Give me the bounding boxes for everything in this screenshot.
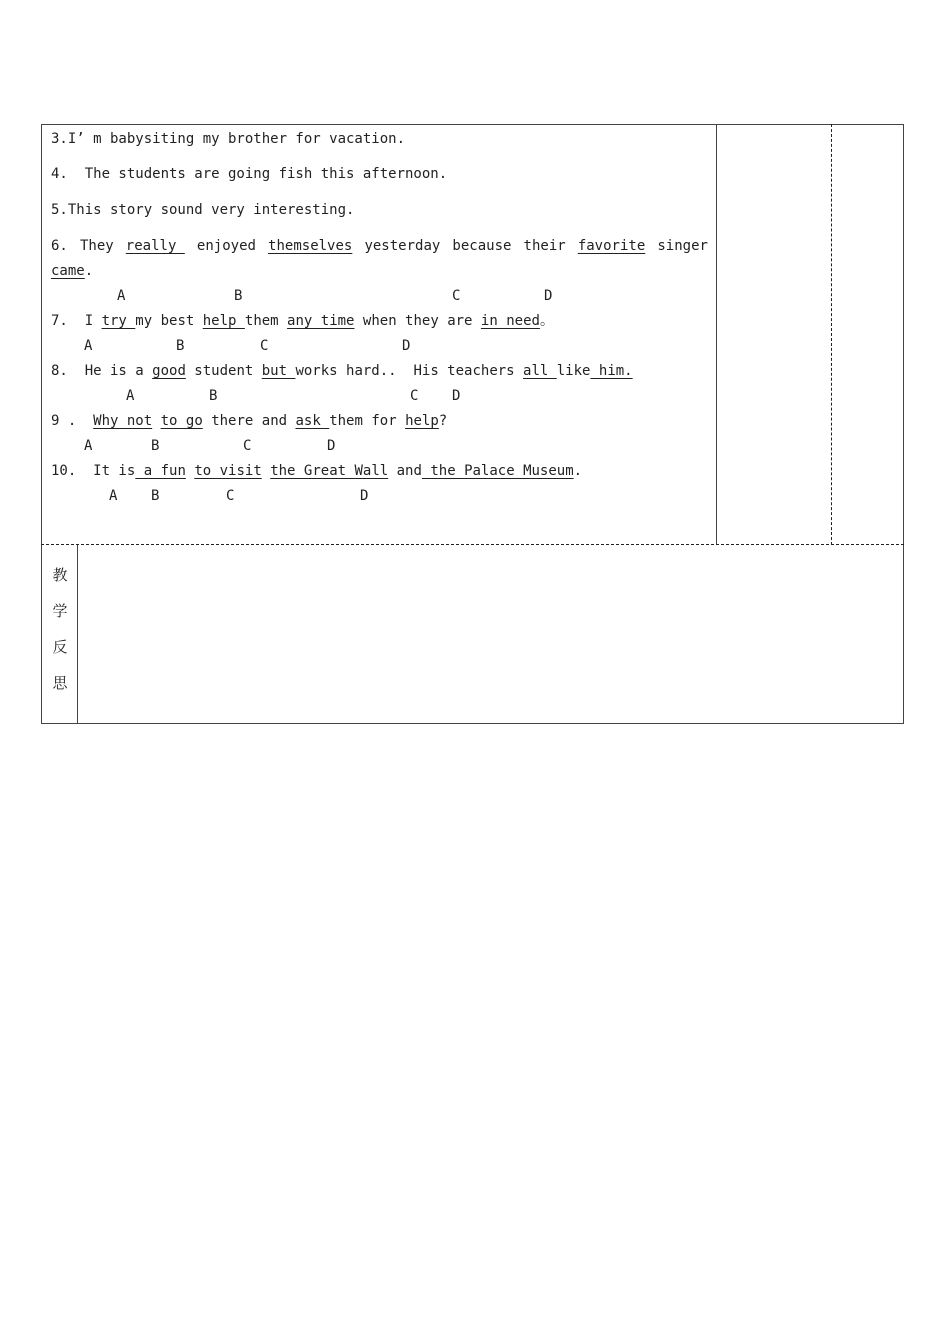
reflection-char: 思 — [52, 674, 68, 692]
q8-text: works hard.. His teachers — [295, 363, 524, 379]
question-8 — [51, 362, 633, 380]
letter-d: D — [360, 488, 369, 504]
q9-text: there and — [202, 413, 296, 429]
question-7 — [51, 312, 554, 330]
q7-option-d: in need — [480, 313, 540, 329]
letter-c: C — [226, 488, 235, 504]
q10-option-d: the Palace Museum — [421, 463, 574, 479]
q6-option-b: themselves — [268, 238, 353, 254]
reflection-char: 教 — [52, 566, 68, 584]
q8-option-c: all — [523, 363, 557, 379]
q6-word: They — [79, 238, 114, 254]
q7-option-c: any time — [287, 313, 355, 329]
question-9 — [51, 412, 447, 430]
question-3: 3.I’ m babysiting my brother for vacation. — [51, 131, 406, 147]
q8-option-b: but — [261, 363, 296, 379]
q10-option-b: to visit — [194, 463, 262, 479]
q6-option-a: really — [125, 238, 185, 254]
letter-b: B — [151, 438, 160, 454]
q10-option-a: a fun — [135, 463, 186, 479]
q9-text — [152, 413, 160, 429]
question-10 — [51, 462, 582, 480]
q10-option-c: the Great Wall — [270, 463, 389, 479]
q8-text: 8. He is a — [51, 363, 153, 379]
q10-end: . — [573, 463, 583, 479]
q7-text: when they are — [354, 313, 481, 329]
question-5: 5.This story sound very interesting. — [51, 202, 355, 218]
reflection-char: 反 — [52, 638, 68, 656]
dashed-row-divider — [41, 544, 904, 545]
letter-d: D — [402, 338, 411, 354]
letter-b: B — [176, 338, 185, 354]
q7-text: them — [244, 313, 288, 329]
letter-c: C — [410, 388, 419, 404]
letter-c: C — [260, 338, 269, 354]
q7-letters — [51, 337, 411, 355]
q7-option-a: try — [101, 313, 136, 329]
q6-num: 6. — [51, 238, 68, 254]
q10-letters — [51, 487, 369, 505]
q9-text: 9 . — [51, 413, 94, 429]
q10-text: and — [388, 463, 422, 479]
q9-option-b: to go — [160, 413, 203, 429]
q9-end: ? — [438, 413, 448, 429]
column-divider — [716, 124, 717, 545]
q6-letters — [51, 287, 553, 305]
letter-d: D — [544, 288, 553, 304]
q9-option-c: ask — [295, 413, 330, 429]
q9-letters — [51, 437, 336, 455]
question-6 — [51, 237, 708, 255]
q7-end: 。 — [539, 313, 554, 329]
letter-a: A — [117, 288, 126, 304]
q9-option-a: Why not — [93, 413, 153, 429]
q7-text: 7. I — [51, 313, 102, 329]
q6-word: singer — [657, 238, 708, 254]
teaching-reflection-label — [50, 566, 70, 710]
letter-b: B — [209, 388, 218, 404]
q6-end: . — [84, 263, 94, 279]
q7-option-b: help — [202, 313, 245, 329]
q8-option-d: him. — [590, 363, 633, 379]
letter-a: A — [84, 338, 93, 354]
letter-d: D — [452, 388, 461, 404]
letter-c: C — [243, 438, 252, 454]
reflection-char: 学 — [52, 602, 68, 620]
letter-b: B — [151, 488, 160, 504]
q6-word: enjoyed — [196, 238, 256, 254]
q7-text: my best — [135, 313, 203, 329]
letter-a: A — [109, 488, 118, 504]
letter-c: C — [452, 288, 461, 304]
q6-word: because — [452, 238, 512, 254]
letter-a: A — [84, 438, 93, 454]
letter-d: D — [327, 438, 336, 454]
q6-word: yesterday — [364, 238, 441, 254]
q10-text — [262, 463, 270, 479]
q9-text: them for — [329, 413, 406, 429]
q8-letters — [51, 387, 461, 405]
q6-option-c: favorite — [577, 238, 646, 254]
question-6-cont — [51, 262, 93, 280]
q8-option-a: good — [152, 363, 186, 379]
q8-text: student — [185, 363, 262, 379]
q8-text: like — [556, 363, 591, 379]
question-4: 4. The students are going fish this afternoon. — [51, 166, 448, 182]
q6-word: their — [523, 238, 566, 254]
dashed-column-divider — [831, 124, 832, 545]
q10-text: 10. It is — [51, 463, 136, 479]
letter-a: A — [126, 388, 135, 404]
q6-option-d: came — [51, 263, 85, 279]
letter-b: B — [234, 288, 243, 304]
q9-option-d: help — [405, 413, 439, 429]
